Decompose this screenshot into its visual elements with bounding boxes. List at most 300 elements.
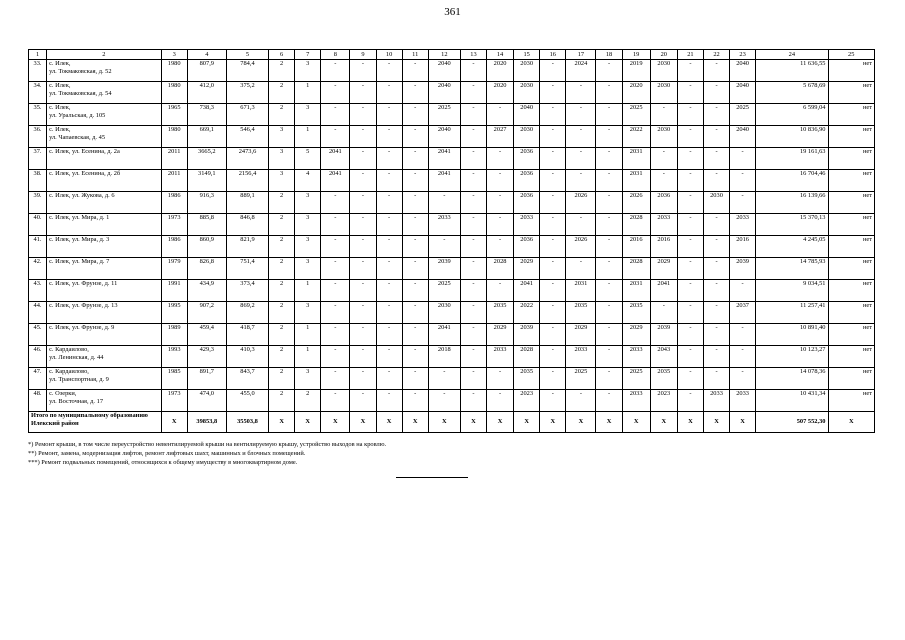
table-cell: - (540, 192, 566, 214)
table-cell: 826,8 (187, 258, 226, 280)
year-cell: 1980 (161, 82, 187, 104)
table-cell: - (703, 236, 729, 258)
table-cell: - (540, 170, 566, 192)
row-number: 43. (29, 280, 47, 302)
table-cell: - (350, 82, 376, 104)
column-number: 8 (321, 50, 350, 60)
table-cell: 2041 (514, 280, 540, 302)
table-cell: - (540, 390, 566, 412)
table-cell: 3 (269, 126, 295, 148)
table-cell: 2040 (514, 104, 540, 126)
table-cell: 2026 (566, 192, 596, 214)
year-cell: 1993 (161, 346, 187, 368)
table-cell: 3 (295, 368, 321, 390)
year-cell: 1980 (161, 126, 187, 148)
address-cell: с. Илек, ул. Токмаковская, д. 54 (47, 82, 162, 104)
table-cell: 2040 (730, 82, 756, 104)
table-cell: 2039 (650, 324, 677, 346)
year-cell: 1973 (161, 390, 187, 412)
total-cell: X (730, 412, 756, 433)
table-cell: 2036 (514, 148, 540, 170)
table-cell: 1 (295, 82, 321, 104)
year-cell: 1965 (161, 104, 187, 126)
table-cell: 3 (295, 258, 321, 280)
table-cell: - (677, 170, 703, 192)
table-cell: - (703, 368, 729, 390)
table-cell: - (596, 390, 622, 412)
table-cell: - (402, 368, 428, 390)
table-cell: - (596, 82, 622, 104)
total-cell: X (540, 412, 566, 433)
table-cell: 2031 (622, 280, 650, 302)
table-cell: - (350, 302, 376, 324)
row-number: 42. (29, 258, 47, 280)
table-cell: - (350, 368, 376, 390)
table-cell: 2028 (514, 346, 540, 368)
column-number: 1 (29, 50, 47, 60)
page-number: 361 (444, 6, 461, 18)
table-cell: - (402, 214, 428, 236)
table-cell: 2016 (650, 236, 677, 258)
address-cell: с. Илек, ул. Фрунзе, д. 11 (47, 280, 162, 302)
table-row (29, 82, 875, 104)
column-number: 20 (650, 50, 677, 60)
table-cell: - (596, 324, 622, 346)
row-number: 34. (29, 82, 47, 104)
table-cell: - (321, 346, 350, 368)
table-cell: - (596, 280, 622, 302)
table-cell: 2035 (566, 302, 596, 324)
table-cell: - (677, 324, 703, 346)
table-cell: 2018 (428, 346, 460, 368)
table-cell: 2033 (622, 346, 650, 368)
table-cell: 2036 (514, 192, 540, 214)
cost-cell: 6 599,04 (756, 104, 828, 126)
table-cell: 2040 (730, 126, 756, 148)
table-cell: 2035 (650, 368, 677, 390)
table-cell: 434,9 (187, 280, 226, 302)
table-cell: 2023 (650, 390, 677, 412)
table-cell: - (402, 170, 428, 192)
table-cell: 2030 (650, 60, 677, 82)
column-number: 2 (47, 50, 162, 60)
table-cell: 2031 (622, 170, 650, 192)
table-cell: - (487, 214, 514, 236)
table-cell: - (730, 170, 756, 192)
table-cell: - (460, 126, 486, 148)
total-cell: X (269, 412, 295, 433)
table-cell: - (730, 324, 756, 346)
total-cell: X (566, 412, 596, 433)
table-cell: - (460, 192, 486, 214)
column-number: 22 (703, 50, 729, 60)
year-cell: 1985 (161, 368, 187, 390)
column-number: 17 (566, 50, 596, 60)
table-cell: - (677, 104, 703, 126)
year-cell: 2011 (161, 148, 187, 170)
table-cell: - (596, 302, 622, 324)
table-cell: 2035 (622, 302, 650, 324)
table-cell: - (703, 82, 729, 104)
status-cell: нет (828, 214, 875, 236)
table-cell: 751,4 (226, 258, 268, 280)
table-cell: - (596, 368, 622, 390)
table-cell: - (703, 346, 729, 368)
row-number: 37. (29, 148, 47, 170)
table-cell: - (487, 192, 514, 214)
table-cell: 907,2 (187, 302, 226, 324)
table-cell: 2031 (622, 148, 650, 170)
table-cell: - (596, 236, 622, 258)
year-cell: 1979 (161, 258, 187, 280)
table-cell: - (376, 170, 402, 192)
table-cell: 418,7 (226, 324, 268, 346)
table-cell: - (376, 346, 402, 368)
table-cell: - (677, 346, 703, 368)
table-cell: - (566, 258, 596, 280)
address-cell: с. Кардаилово, ул. Ленинская, д. 44 (47, 346, 162, 368)
table-cell: 821,9 (226, 236, 268, 258)
row-number: 48. (29, 390, 47, 412)
year-cell: 1986 (161, 236, 187, 258)
table-cell: 784,4 (226, 60, 268, 82)
table-cell: 2027 (487, 126, 514, 148)
table-cell: 2024 (566, 60, 596, 82)
table-cell: 412,0 (187, 82, 226, 104)
address-cell: с. Озерки, ул. Восточная, д. 17 (47, 390, 162, 412)
total-row (29, 412, 875, 433)
table-cell: 807,9 (187, 60, 226, 82)
table-cell: - (350, 192, 376, 214)
table-cell: - (376, 368, 402, 390)
row-number: 35. (29, 104, 47, 126)
table-cell: - (428, 368, 460, 390)
table-cell: - (677, 192, 703, 214)
table-cell: 2029 (514, 258, 540, 280)
year-cell: 1986 (161, 192, 187, 214)
total-cell: X (428, 412, 460, 433)
table-cell: 2028 (487, 258, 514, 280)
table-row (29, 280, 875, 302)
status-cell: нет (828, 324, 875, 346)
address-cell: с. Илек, ул. Есенина, д. 2б (47, 170, 162, 192)
table-cell: - (460, 368, 486, 390)
table-cell: 2030 (650, 126, 677, 148)
table-cell: - (566, 170, 596, 192)
table-cell: - (566, 126, 596, 148)
table-cell: 3 (295, 236, 321, 258)
table-cell: 2033 (487, 346, 514, 368)
table-cell: 2040 (730, 60, 756, 82)
table-cell: 2 (269, 236, 295, 258)
row-number: 39. (29, 192, 47, 214)
table-cell: - (460, 170, 486, 192)
table-cell: 2029 (487, 324, 514, 346)
table-cell: - (350, 258, 376, 280)
table-cell: 3 (295, 302, 321, 324)
column-number: 25 (828, 50, 875, 60)
table-cell: 2040 (428, 126, 460, 148)
table-cell: 2029 (566, 324, 596, 346)
column-number: 3 (161, 50, 187, 60)
status-cell: нет (828, 258, 875, 280)
cost-cell: 15 370,13 (756, 214, 828, 236)
table-cell: - (350, 390, 376, 412)
table-cell: 2020 (487, 60, 514, 82)
table-cell: 2 (269, 82, 295, 104)
total-cell: X (295, 412, 321, 433)
cost-cell: 4 245,05 (756, 236, 828, 258)
table-cell: - (650, 148, 677, 170)
table-cell: 3 (295, 192, 321, 214)
table-cell: - (321, 104, 350, 126)
table-cell: - (703, 148, 729, 170)
total-cell: X (487, 412, 514, 433)
table-cell: - (677, 82, 703, 104)
table-cell: 2028 (622, 258, 650, 280)
table-cell: - (376, 324, 402, 346)
table-cell: - (677, 126, 703, 148)
table-cell: - (460, 390, 486, 412)
table-cell: - (460, 258, 486, 280)
column-number: 6 (269, 50, 295, 60)
column-number: 21 (677, 50, 703, 60)
table-row (29, 60, 875, 82)
table-cell: 1 (295, 280, 321, 302)
table-cell: 2033 (622, 390, 650, 412)
column-number: 4 (187, 50, 226, 60)
table-cell: - (428, 236, 460, 258)
table-cell: 3 (269, 148, 295, 170)
table-cell: - (566, 82, 596, 104)
table-cell: - (703, 104, 729, 126)
row-number: 41. (29, 236, 47, 258)
column-number: 9 (350, 50, 376, 60)
column-number-row (29, 50, 875, 60)
table-cell: 1 (295, 346, 321, 368)
table-cell: 1 (295, 126, 321, 148)
year-cell: 1973 (161, 214, 187, 236)
table-cell: 2 (269, 324, 295, 346)
table-cell: 869,2 (226, 302, 268, 324)
table-cell: - (402, 280, 428, 302)
status-cell: нет (828, 60, 875, 82)
closing-rule (396, 477, 468, 478)
table-cell: 2 (269, 302, 295, 324)
total-cell: 35503,8 (226, 412, 268, 433)
address-cell: с. Илек, ул. Фрунзе, д. 13 (47, 302, 162, 324)
table-cell: 2156,4 (226, 170, 268, 192)
status-cell: нет (828, 170, 875, 192)
total-cell: X (650, 412, 677, 433)
column-number: 16 (540, 50, 566, 60)
table-cell: 2 (269, 214, 295, 236)
table-cell: - (350, 346, 376, 368)
table-cell: - (540, 104, 566, 126)
table-row (29, 170, 875, 192)
table-cell: - (460, 236, 486, 258)
table-cell: - (596, 148, 622, 170)
row-number: 36. (29, 126, 47, 148)
total-cell: X (828, 412, 875, 433)
table-cell: - (596, 214, 622, 236)
table-cell: 2039 (514, 324, 540, 346)
table-cell: - (350, 280, 376, 302)
table-cell: - (540, 368, 566, 390)
address-cell: с. Илек, ул. Есенина, д. 2а (47, 148, 162, 170)
cost-cell: 9 034,51 (756, 280, 828, 302)
table-cell: - (540, 302, 566, 324)
table-cell: - (540, 280, 566, 302)
column-number: 13 (460, 50, 486, 60)
table-cell: - (321, 302, 350, 324)
table-cell: - (730, 346, 756, 368)
table-cell: 2033 (514, 214, 540, 236)
table-cell: - (350, 214, 376, 236)
table-cell: 2036 (514, 236, 540, 258)
status-cell: нет (828, 346, 875, 368)
table-cell: - (487, 148, 514, 170)
table-cell: 885,8 (187, 214, 226, 236)
table-cell: - (321, 82, 350, 104)
table-cell: - (730, 368, 756, 390)
table-cell: - (540, 60, 566, 82)
table-cell: - (677, 368, 703, 390)
table-cell: 2022 (514, 302, 540, 324)
table-cell: 2043 (650, 346, 677, 368)
table-cell: 2033 (650, 214, 677, 236)
table-cell: - (402, 82, 428, 104)
table-cell: - (376, 236, 402, 258)
table-cell: 2473,6 (226, 148, 268, 170)
cost-cell: 19 161,63 (756, 148, 828, 170)
table-cell: 455,0 (226, 390, 268, 412)
table-cell: - (321, 214, 350, 236)
table-cell: 2025 (622, 368, 650, 390)
year-cell: 1989 (161, 324, 187, 346)
table-cell: - (540, 258, 566, 280)
table-cell: - (596, 170, 622, 192)
table-cell: 2039 (730, 258, 756, 280)
table-cell: - (540, 214, 566, 236)
table-cell: - (376, 60, 402, 82)
table-cell: - (540, 82, 566, 104)
row-number: 44. (29, 302, 47, 324)
table-cell: - (402, 104, 428, 126)
table-cell: - (402, 258, 428, 280)
table-cell: - (703, 258, 729, 280)
table-cell: 375,2 (226, 82, 268, 104)
year-cell: 1991 (161, 280, 187, 302)
table-cell: - (540, 126, 566, 148)
table-cell: - (596, 60, 622, 82)
table-row (29, 368, 875, 390)
table-cell: 429,3 (187, 346, 226, 368)
table-cell: 2022 (622, 126, 650, 148)
table-cell: - (376, 302, 402, 324)
row-number: 47. (29, 368, 47, 390)
table-cell: 546,4 (226, 126, 268, 148)
cost-cell: 14 078,36 (756, 368, 828, 390)
table-cell: - (596, 192, 622, 214)
table-cell: - (428, 390, 460, 412)
table-cell: - (677, 280, 703, 302)
table-cell: 2030 (703, 192, 729, 214)
status-cell: нет (828, 104, 875, 126)
table-cell: 2 (269, 192, 295, 214)
table-cell: - (376, 280, 402, 302)
table-cell: - (677, 390, 703, 412)
table-cell: 2036 (650, 192, 677, 214)
table-cell: - (402, 192, 428, 214)
cost-cell: 14 785,93 (756, 258, 828, 280)
row-number: 40. (29, 214, 47, 236)
table-cell: 891,7 (187, 368, 226, 390)
table-cell: 4 (295, 170, 321, 192)
column-number: 11 (402, 50, 428, 60)
table-cell: 2019 (622, 60, 650, 82)
table-cell: 2030 (428, 302, 460, 324)
table-cell: - (677, 236, 703, 258)
table-cell: - (540, 346, 566, 368)
table-cell: - (703, 60, 729, 82)
table-cell: 2 (269, 390, 295, 412)
table-cell: 2041 (428, 170, 460, 192)
table-cell: 2 (269, 346, 295, 368)
table-cell: 2041 (428, 148, 460, 170)
table-cell: 2020 (487, 82, 514, 104)
table-cell: 1 (295, 324, 321, 346)
table-cell: - (596, 104, 622, 126)
table-row (29, 258, 875, 280)
table-cell: - (460, 214, 486, 236)
table-cell: - (321, 390, 350, 412)
total-label: Итого по муниципальному образованию Илекский район (29, 412, 162, 433)
address-cell: с. Илек, ул. Жукова, д. 6 (47, 192, 162, 214)
table-cell: 669,1 (187, 126, 226, 148)
table-cell: - (321, 236, 350, 258)
table-cell: - (540, 324, 566, 346)
table-cell: 2035 (487, 302, 514, 324)
table-cell: - (566, 390, 596, 412)
table-cell: - (376, 390, 402, 412)
table-cell: 3665,2 (187, 148, 226, 170)
table-cell: - (596, 126, 622, 148)
table-cell: 2028 (622, 214, 650, 236)
table-cell: 2041 (321, 170, 350, 192)
table-cell: 2030 (650, 82, 677, 104)
table-cell: - (730, 192, 756, 214)
table-cell: - (321, 280, 350, 302)
table-cell: - (650, 104, 677, 126)
table-cell: 2 (295, 390, 321, 412)
table-cell: - (677, 302, 703, 324)
table-cell: 860,9 (187, 236, 226, 258)
cost-cell: 16 139,66 (756, 192, 828, 214)
address-cell: с. Илек, ул. Фрунзе, д. 9 (47, 324, 162, 346)
status-cell: нет (828, 390, 875, 412)
table-cell: - (402, 126, 428, 148)
table-cell: 2033 (566, 346, 596, 368)
status-cell: нет (828, 82, 875, 104)
table-cell: - (350, 170, 376, 192)
table-cell: - (460, 324, 486, 346)
table-cell: 2036 (514, 170, 540, 192)
status-cell: нет (828, 302, 875, 324)
table-row (29, 214, 875, 236)
table-cell: - (703, 324, 729, 346)
column-number: 19 (622, 50, 650, 60)
